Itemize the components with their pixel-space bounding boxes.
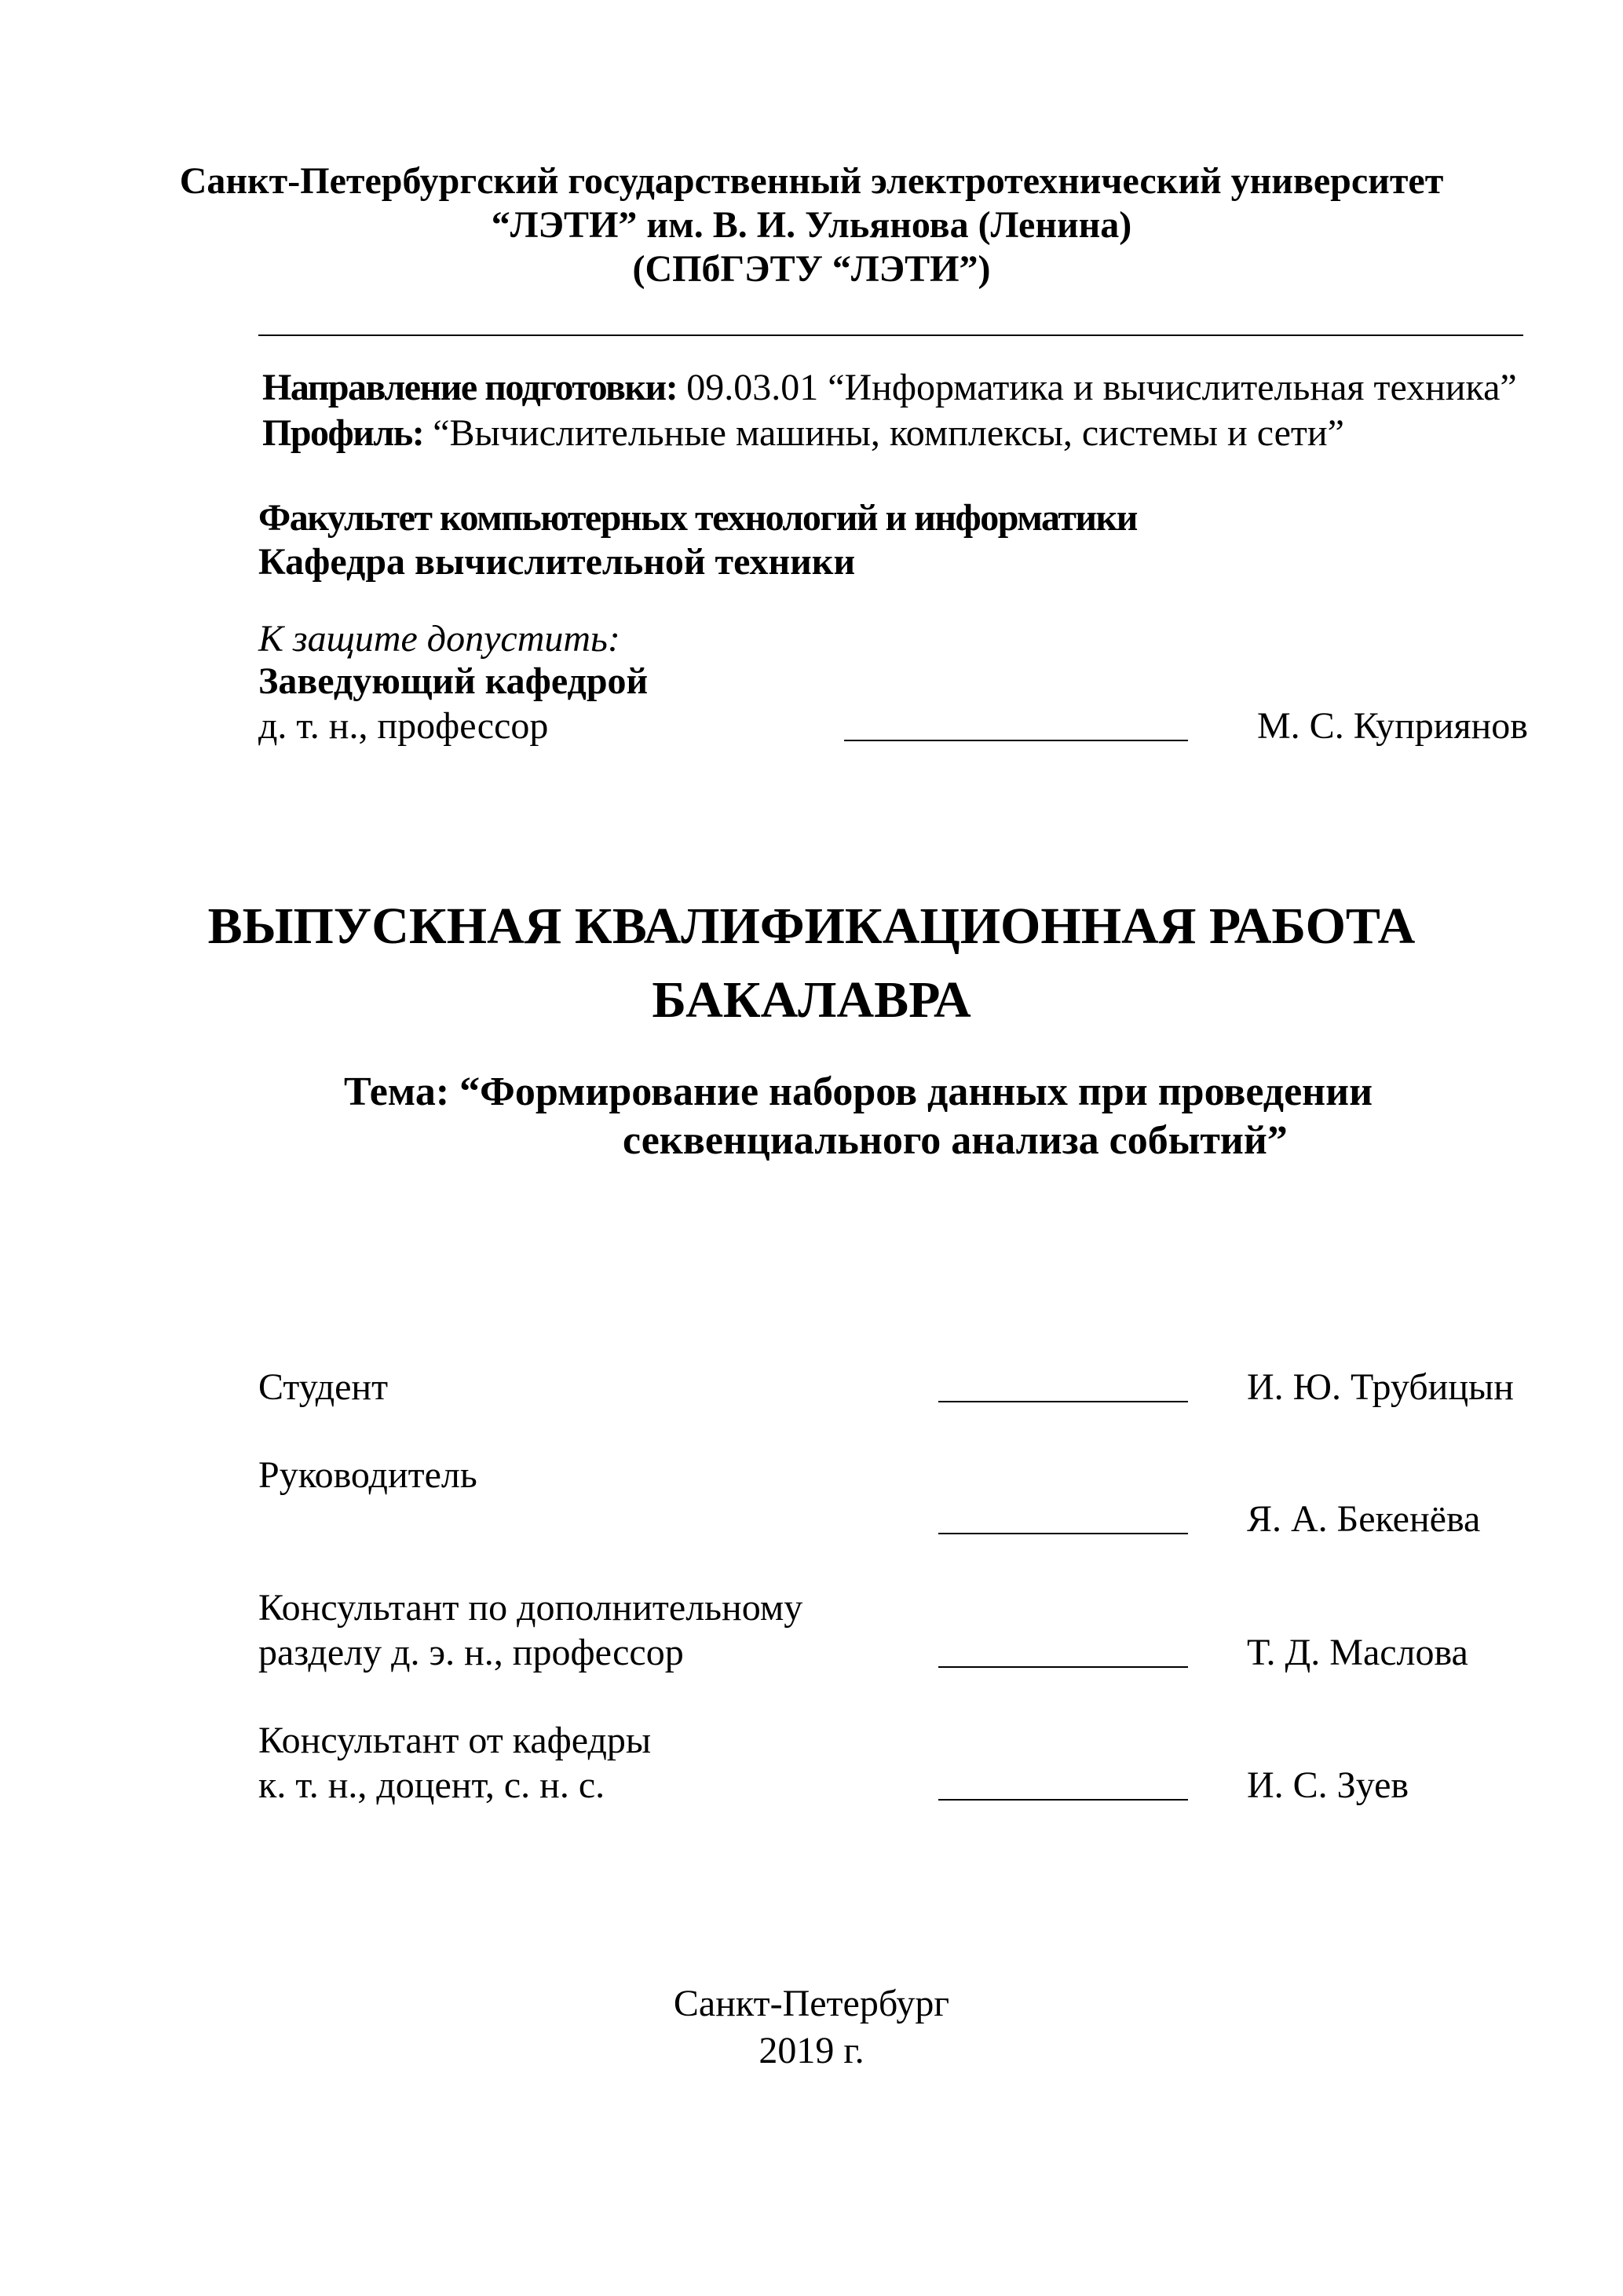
department: Кафедра вычислительной техники	[258, 541, 856, 583]
approval-name: М. С. Куприянов	[1257, 705, 1528, 747]
faculty: Факультет компьютерных технологий и информатики	[258, 497, 1137, 539]
signature-line	[938, 1666, 1188, 1668]
signatory-role: Консультант от кафедры	[258, 1720, 652, 1761]
signatory-role-line2: к. т. н., доцент, с. н. с.	[258, 1764, 605, 1806]
work-title-line2: БАКАЛАВРА	[652, 971, 971, 1029]
signatory-name: И. Ю. Трубицын	[1247, 1366, 1514, 1408]
signatory-role: Руководитель	[258, 1454, 477, 1496]
university-abbreviation: (СПбГЭТУ “ЛЭТИ”)	[632, 248, 991, 290]
profile-line	[262, 411, 1344, 455]
work-title: ВЫПУСКНАЯ КВАЛИФИКАЦИОННАЯ РАБОТА	[207, 898, 1416, 955]
footer-city: Санкт-Петербург	[673, 1983, 950, 2024]
footer-year: 2019 г.	[758, 2030, 865, 2071]
signatory-role: Консультант по дополнительному	[258, 1587, 803, 1629]
university-name-line2: “ЛЭТИ” им. В. И. Ульянова (Ленина)	[491, 204, 1132, 246]
profile-label: Профиль:	[262, 412, 424, 454]
topic-line2: секвенциального анализа событий”	[623, 1118, 1288, 1163]
header-divider	[258, 335, 1523, 336]
approval-caption: К защите допустить:	[258, 618, 620, 660]
direction-value: 09.03.01 “Информатика и вычислительная техника”	[677, 367, 1517, 408]
signature-line	[844, 740, 1188, 741]
signatory-name: И. С. Зуев	[1247, 1764, 1409, 1806]
signature-line	[938, 1799, 1188, 1801]
signatory-name: Я. А. Бекенёва	[1247, 1498, 1481, 1540]
signatory-name: Т. Д. Маслова	[1247, 1632, 1468, 1673]
university-name: Санкт-Петербургский государственный электротехнический университет	[179, 160, 1444, 202]
signatory-role: Студент	[258, 1366, 389, 1408]
direction-line	[262, 366, 1517, 410]
signatory-role-line2: разделу д. э. н., профессор	[258, 1632, 684, 1673]
approval-title: д. т. н., профессор	[258, 705, 549, 747]
profile-value: “Вычислительные машины, комплексы, системы и сети”	[423, 412, 1344, 454]
signature-line	[938, 1401, 1188, 1402]
direction-label: Направление подготовки:	[262, 367, 678, 408]
topic-line1: Тема: “Формирование наборов данных при проведении	[344, 1069, 1373, 1114]
approval-role: Заведующий кафедрой	[258, 660, 649, 702]
signature-line	[938, 1533, 1188, 1534]
